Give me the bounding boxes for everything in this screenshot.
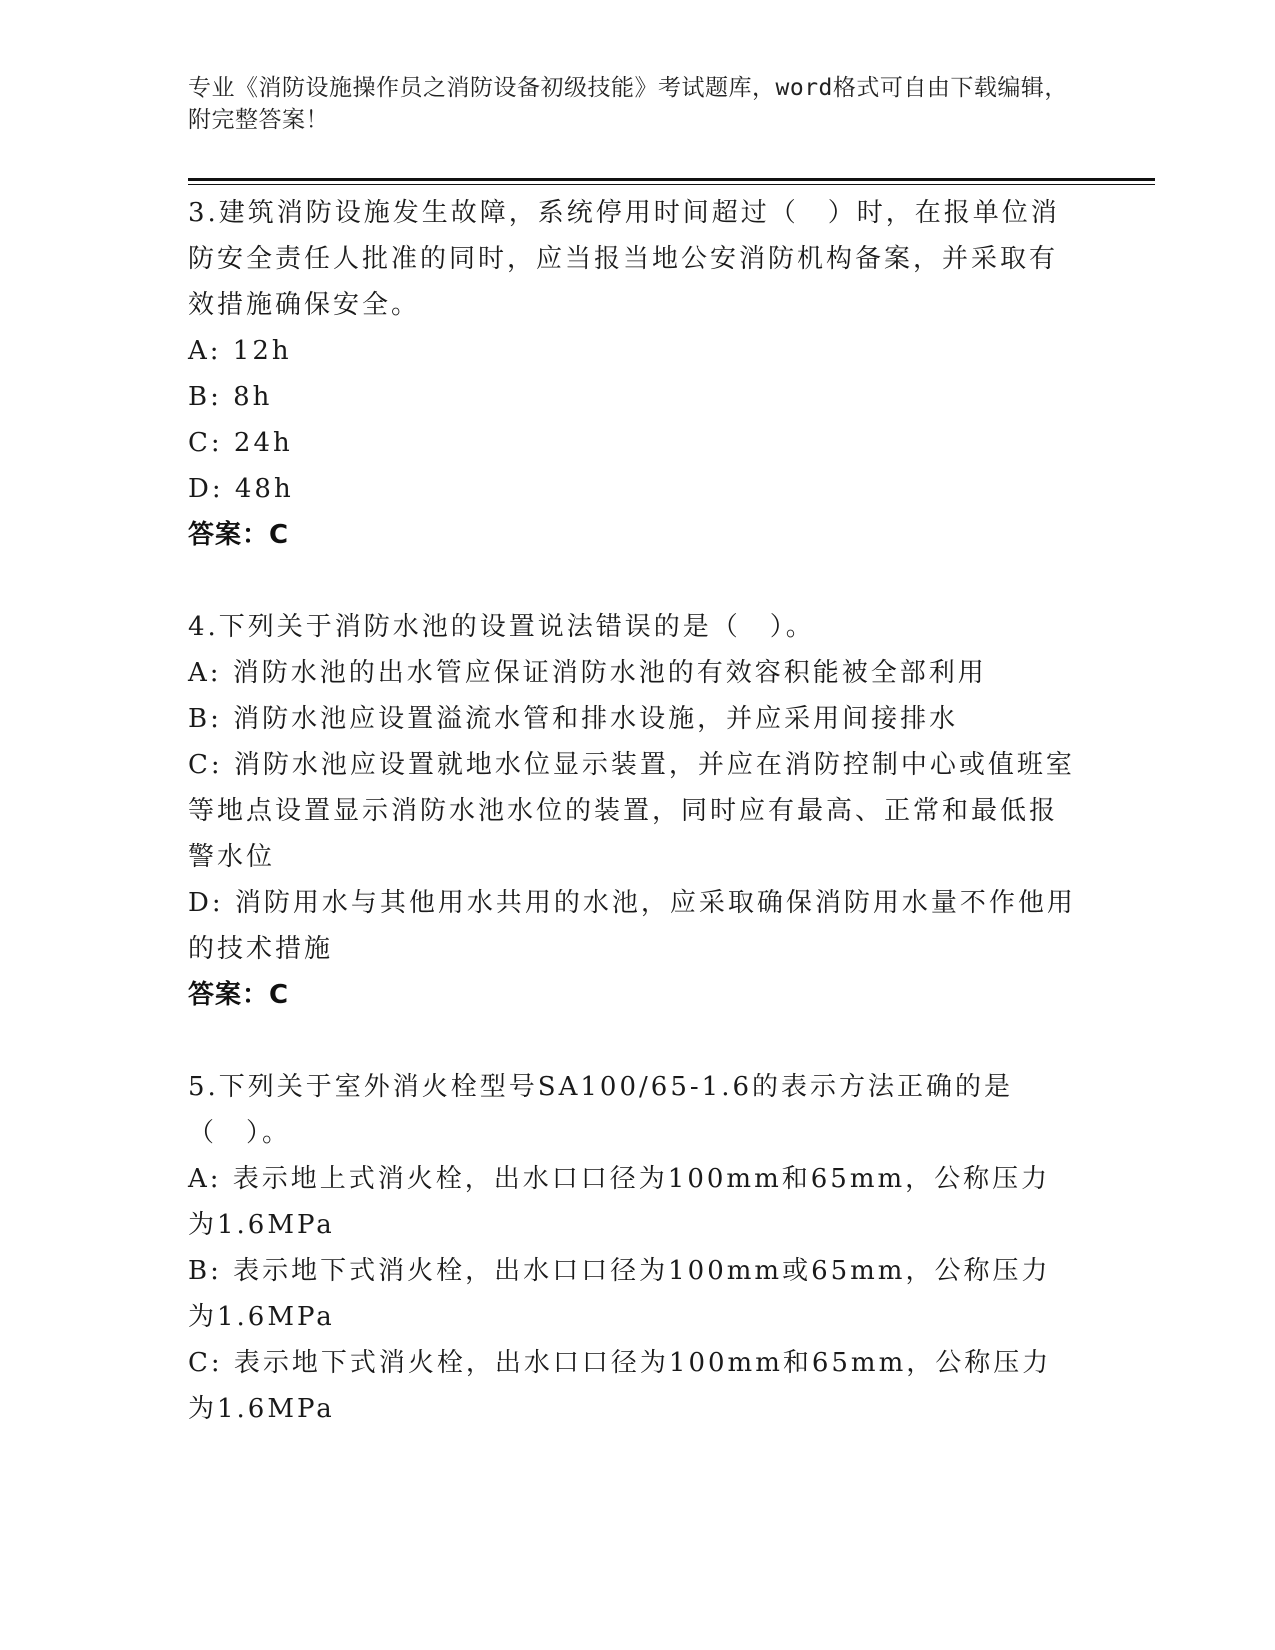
option-c: C: 消防水池应设置就地水位显示装置，并应在消防控制中心或值班室等地点设置显示消防水池水位的装置，同时应有最高、正常和最低报警水位: [188, 750, 1075, 872]
answer-label: 答案：C: [188, 520, 290, 550]
question-stem: 3.建筑消防设施发生故障，系统停用时间超过（ ）时，在报单位消防安全责任人批准的同时，应当报当地公安消防机构备案，并采取有效措施确保安全。: [188, 198, 1060, 320]
option-d: D: 消防用水与其他用水共用的水池，应采取确保消防用水量不作他用的技术措施: [188, 888, 1076, 964]
question-stem: 4.下列关于消防水池的设置说法错误的是（ ）。: [188, 612, 815, 642]
option-a: A: 12h: [188, 336, 292, 366]
option-a: A: 消防水池的出水管应保证消防水池的有效容积能被全部利用: [188, 658, 987, 688]
option-c: C: 表示地下式消火栓，出水口口径为100mm和65mm，公称压力为1.6MPa: [188, 1348, 1052, 1424]
option-a: A: 表示地上式消火栓，出水口口径为100mm和65mm，公称压力为1.6MPa: [188, 1164, 1051, 1240]
option-b: B: 8h: [188, 382, 273, 412]
question-spacer: [188, 1018, 1078, 1064]
header-divider-thin: [188, 184, 1155, 185]
option-b: B: 消防水池应设置溢流水管和排水设施，并应采用间接排水: [188, 704, 959, 734]
question-3: [188, 190, 1078, 558]
question-4: [188, 604, 1078, 1018]
document-header: 专业《消防设施操作员之消防设备初级技能》考试题库，word格式可自由下载编辑，附完整答案！: [188, 75, 1068, 133]
question-list: [188, 190, 1078, 1432]
option-d: D: 48h: [188, 474, 294, 504]
option-b: B: 表示地下式消火栓，出水口口径为100mm或65mm，公称压力为1.6MPa: [188, 1256, 1051, 1332]
question-5: [188, 1064, 1078, 1432]
question-stem: 5.下列关于室外消火栓型号SA100/65-1.6的表示方法正确的是（ ）。: [188, 1072, 1013, 1148]
option-c: C: 24h: [188, 428, 293, 458]
header-divider-thick: [188, 178, 1155, 181]
answer-label: 答案：C: [188, 980, 290, 1010]
question-spacer: [188, 558, 1078, 604]
